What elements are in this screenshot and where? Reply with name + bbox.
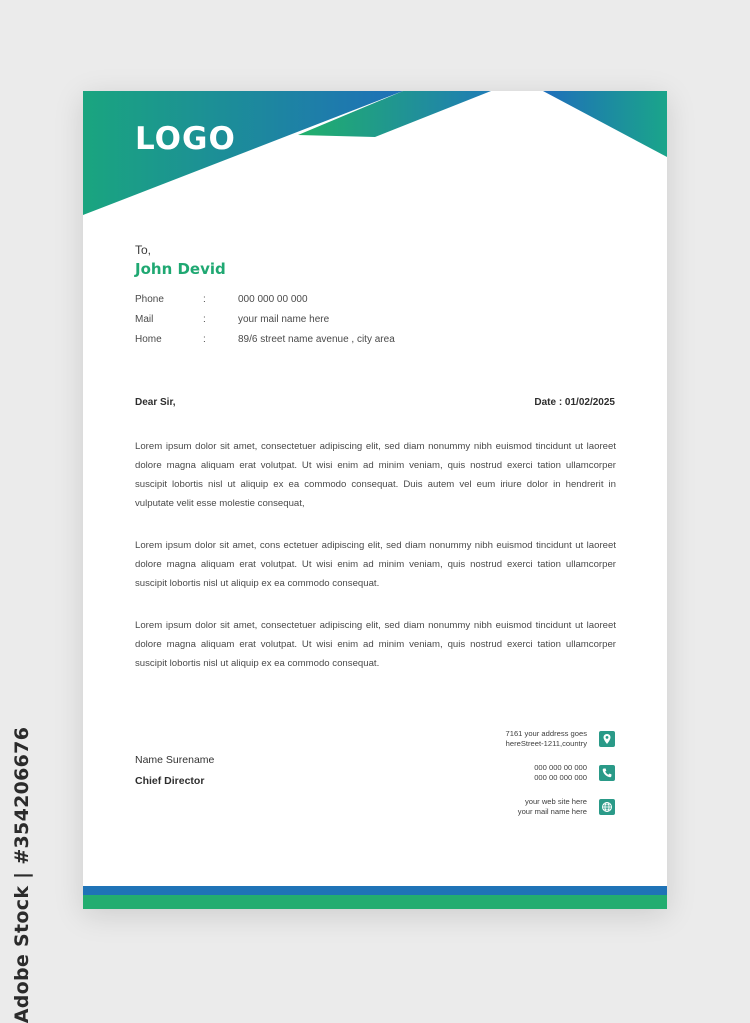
signer-title: Chief Director <box>135 775 205 787</box>
salutation: Dear Sir, <box>135 397 176 408</box>
footer-address-line-2: hereStreet-1211,country <box>505 739 587 748</box>
globe-icon <box>599 799 615 815</box>
mail-value: your mail name here <box>238 314 330 325</box>
signer-name: Name Surename <box>135 754 215 766</box>
footer-web <box>415 797 615 821</box>
footer-web-text <box>518 797 587 817</box>
body-paragraph-2: Lorem ipsum dolor sit amet, cons ectetuer adipiscing elit, sed diam nonummy nibh euismod tincidunt ut laoreet dolore magna aliquam erat volutpat. Ut wisi enim ad minim veniam, quis nostrud exerci tation ullamcorper suscipit lobortis nisl ut aliquip ex ea commodo consequat. <box>135 540 616 589</box>
footer-web-line-1: your web site here <box>524 797 587 806</box>
phone-colon: : <box>203 294 206 305</box>
phone-value: 000 000 00 000 <box>238 294 308 305</box>
footer-address-line-1: 7161 your address goes <box>505 729 587 738</box>
header-right-shape <box>543 91 667 157</box>
header-left-shape <box>83 91 403 215</box>
letterhead-page <box>83 91 667 909</box>
footer-bar-green <box>83 895 667 909</box>
phone-label: Phone <box>135 294 164 305</box>
stock-watermark <box>8 726 36 1023</box>
footer-address <box>415 729 615 753</box>
stock-watermark-text: Adobe Stock | #354206676 <box>11 726 33 1023</box>
footer-phone <box>415 763 615 787</box>
footer-phone-line-1: 000 000 00 000 <box>534 763 587 772</box>
footer-address-text <box>506 729 587 749</box>
home-value: 89/6 street name avenue , city area <box>238 334 395 345</box>
body-paragraph-1: Lorem ipsum dolor sit amet, consectetuer adipiscing elit, sed diam nonummy nibh euismod tincidunt ut laoreet dolore magna aliquam erat volutpat. Ut wisi enim ad minim veniam, quis nostrud exerci tation ullamcorper suscipit lobortis nisl ut aliquip ex ea commodo consequat. Duis autem vel eum iriure dolor in hendrerit in vulputate velit esse molestie consequat, <box>135 441 616 509</box>
to-label: To, <box>135 243 152 257</box>
footer-phone-line-2: 000 00 000 000 <box>534 773 587 782</box>
mail-label: Mail <box>135 314 154 325</box>
recipient-name: John Devid <box>135 260 226 278</box>
letter-date: Date : 01/02/2025 <box>534 397 615 408</box>
home-label: Home <box>135 334 162 345</box>
footer-phone-text <box>534 763 587 783</box>
footer-bar-blue <box>83 886 667 895</box>
home-colon: : <box>203 334 206 345</box>
body-paragraph-3: Lorem ipsum dolor sit amet, consectetuer adipiscing elit, sed diam nonummy nibh euismod tincidunt ut laoreet dolore magna aliquam erat volutpat. Ut wisi enim ad minim veniam, quis nostrud exerci tation ullamcorper suscipit lobortis nisl ut aliquip ex ea commodo consequat. <box>135 620 616 669</box>
footer-web-line-2: your mail name here <box>517 807 587 816</box>
logo: LOGO <box>135 121 236 157</box>
phone-icon <box>599 765 615 781</box>
location-pin-icon <box>599 731 615 747</box>
mail-colon: : <box>203 314 206 325</box>
